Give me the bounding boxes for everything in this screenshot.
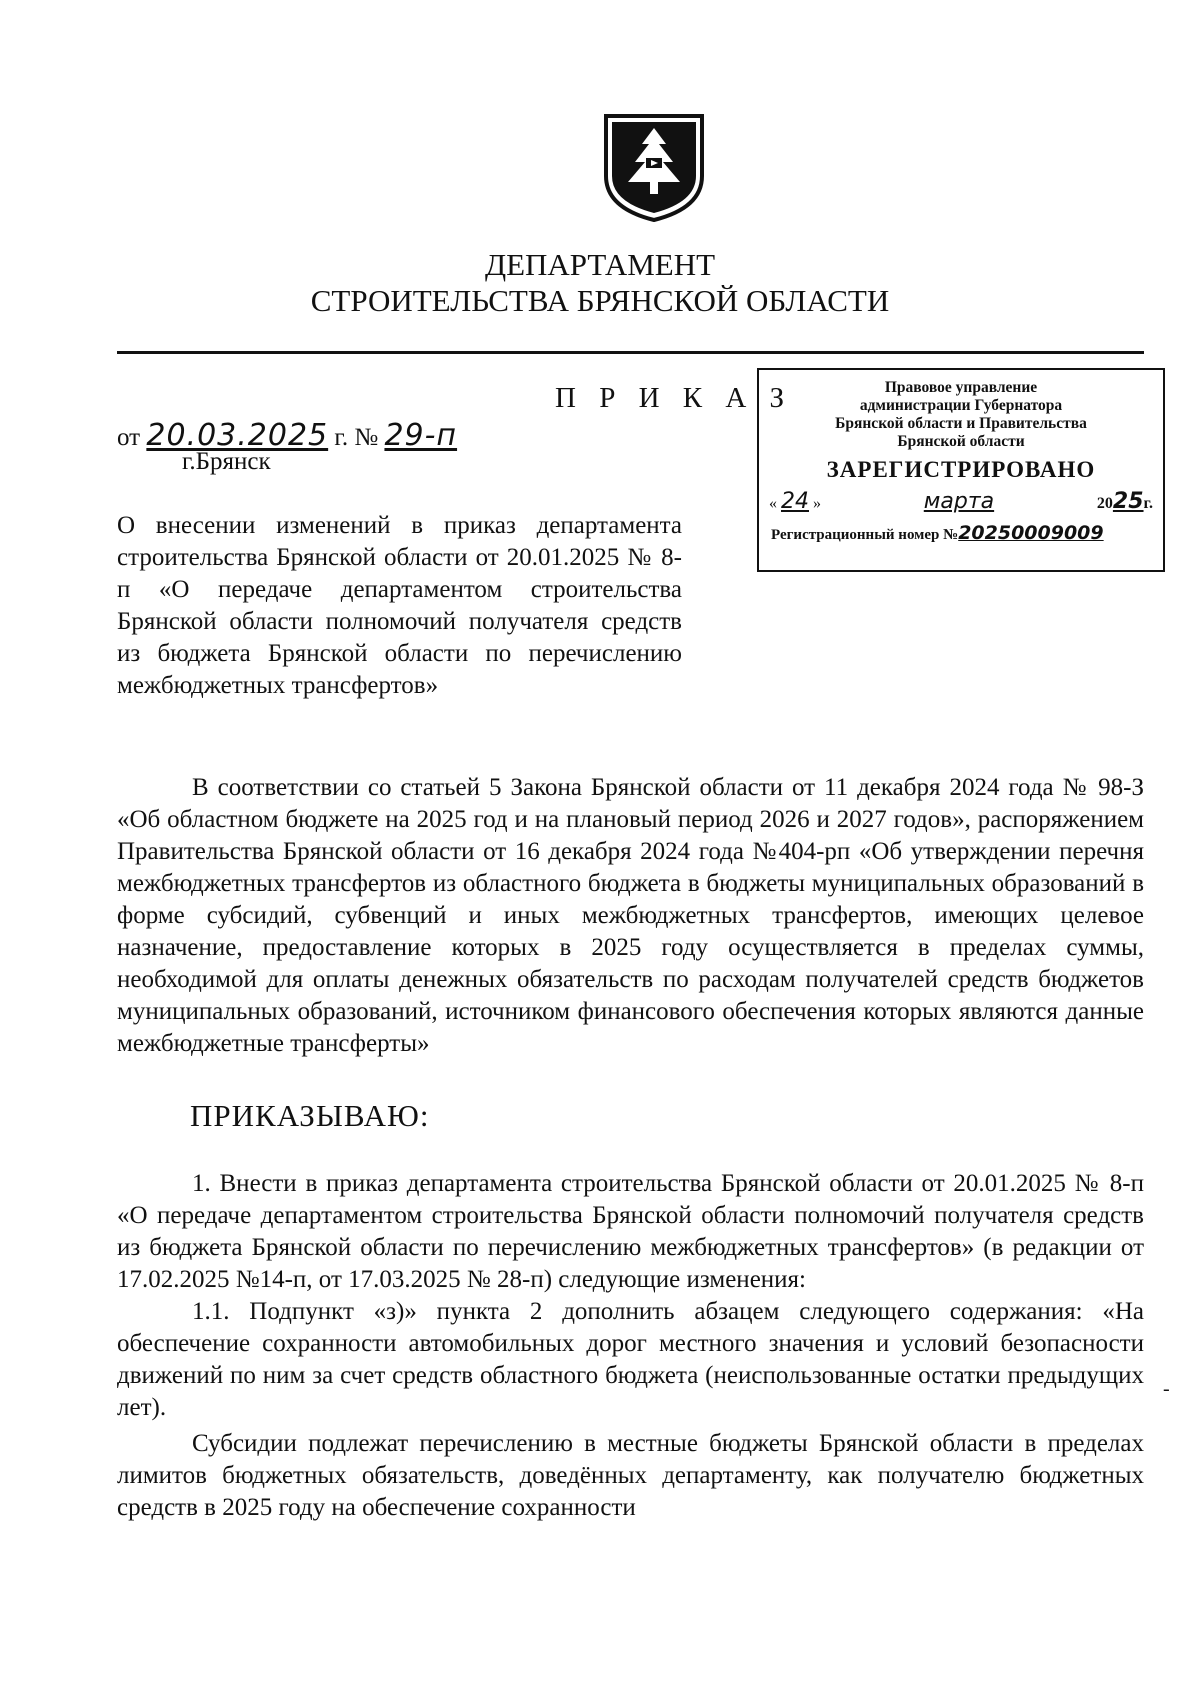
item-1-1: 1.1. Подпункт «з)» пункта 2 дополнить абзацем следующего содержания: «На обеспечение сохранности автомобильных дорог местного значения и условий безопасности движений по ним за счет средств областного бюджета (неиспользованные остатки предыдущих лет). [117, 1298, 1144, 1421]
order-word: ПРИКАЗЫВАЮ: [190, 1098, 430, 1133]
city: г.Брянск [182, 448, 271, 475]
document-type-title: П Р И К А З [555, 382, 793, 414]
stamp-reg-label: Регистрационный номер № [771, 527, 959, 543]
stamp-date-row: « 24 » марта 2025г. [769, 489, 1153, 514]
bryansk-coat-of-arms-icon [602, 112, 706, 224]
stamp-year: 25 [1112, 489, 1144, 514]
date-prefix: от [117, 424, 141, 451]
stamp-year-prefix: 20 [1096, 495, 1113, 512]
stamp-line2: администрации Губернатора [859, 397, 1063, 414]
stamp-line4: Брянской области [897, 433, 1025, 450]
department-name-line2: СТРОИТЕЛЬСТВА БРЯНСКОЙ ОБЛАСТИ [310, 283, 890, 318]
stamp-reg-number: 20250009009 [958, 522, 1104, 544]
header-divider [117, 351, 1144, 354]
handwritten-date: 20.03.2025 [146, 418, 329, 453]
stamp-line3: Брянской области и Правительства [835, 415, 1087, 432]
preamble-paragraph: В соответствии со статьей 5 Закона Брянской области от 11 декабря 2024 года № 98-З «Об областном бюджете на 2025 год и на плановый период 2026 и 2027 годов», распоряжением Правительства Брянской области от 16 декабря 2024 года №404-рп «Об утверждении перечня межбюджетных трансфертов из областного бюджета в бюджеты муниципальных образований в форме субсидий, субвенций и иных межбюджетных трансфертов, имеющих целевое назначение, предоставление которых в 2025 году осуществляется в пределах суммы, необходимой для оплаты денежных обязательств по расходам получателей средств бюджетов муниципальных образований, источником финансового обеспечения которых являются данные межбюджетные трансферты» [117, 774, 1144, 1057]
preamble-block [117, 772, 1144, 1060]
subsidies-paragraph: Субсидии подлежат перечислению в местные бюджеты Брянской области в пределах лимитов бюджетных обязательств, доведённых департаменту, как получателю бюджетных средств в 2025 году на обеспечение сохранности [117, 1430, 1144, 1521]
stamp-day: 24 [781, 489, 809, 514]
order-date-number-line [117, 418, 457, 453]
order-items-block [117, 1168, 1144, 1524]
stamp-line1: Правовое управление [884, 379, 1038, 396]
registration-stamp [757, 368, 1165, 572]
stamp-registration [759, 522, 1163, 544]
stamp-year-suffix: г. [1143, 495, 1153, 512]
department-name-line1: ДЕПАРТАМЕНТ [484, 247, 716, 282]
stamp-status: ЗАРЕГИСТРИРОВАНО [826, 457, 1096, 482]
number-prefix: г. № [334, 424, 379, 451]
stamp-month: марта [923, 489, 995, 514]
margin-mark: - [1163, 1378, 1170, 1400]
order-subject: О внесении изменений в приказ департамента строительства Брянской области от 20.01.2025 № 8-п «О передаче департаментом строительства Брянской области полномочий получателя средств из бюджета Брянской области по перечислению межбюджетных трансфертов» [117, 512, 682, 699]
handwritten-number: 29-п [384, 418, 458, 453]
item-1: 1. Внести в приказ департамента строительства Брянской области от 20.01.2025 № 8-п «О передаче департаментом строительства Брянской области полномочий получателя средств из бюджета Брянской области по перечислению межбюджетных трансфертов» (в редакции от 17.02.2025 №14-п, от 17.03.2025 № 28-п) следующие изменения: [117, 1170, 1144, 1293]
